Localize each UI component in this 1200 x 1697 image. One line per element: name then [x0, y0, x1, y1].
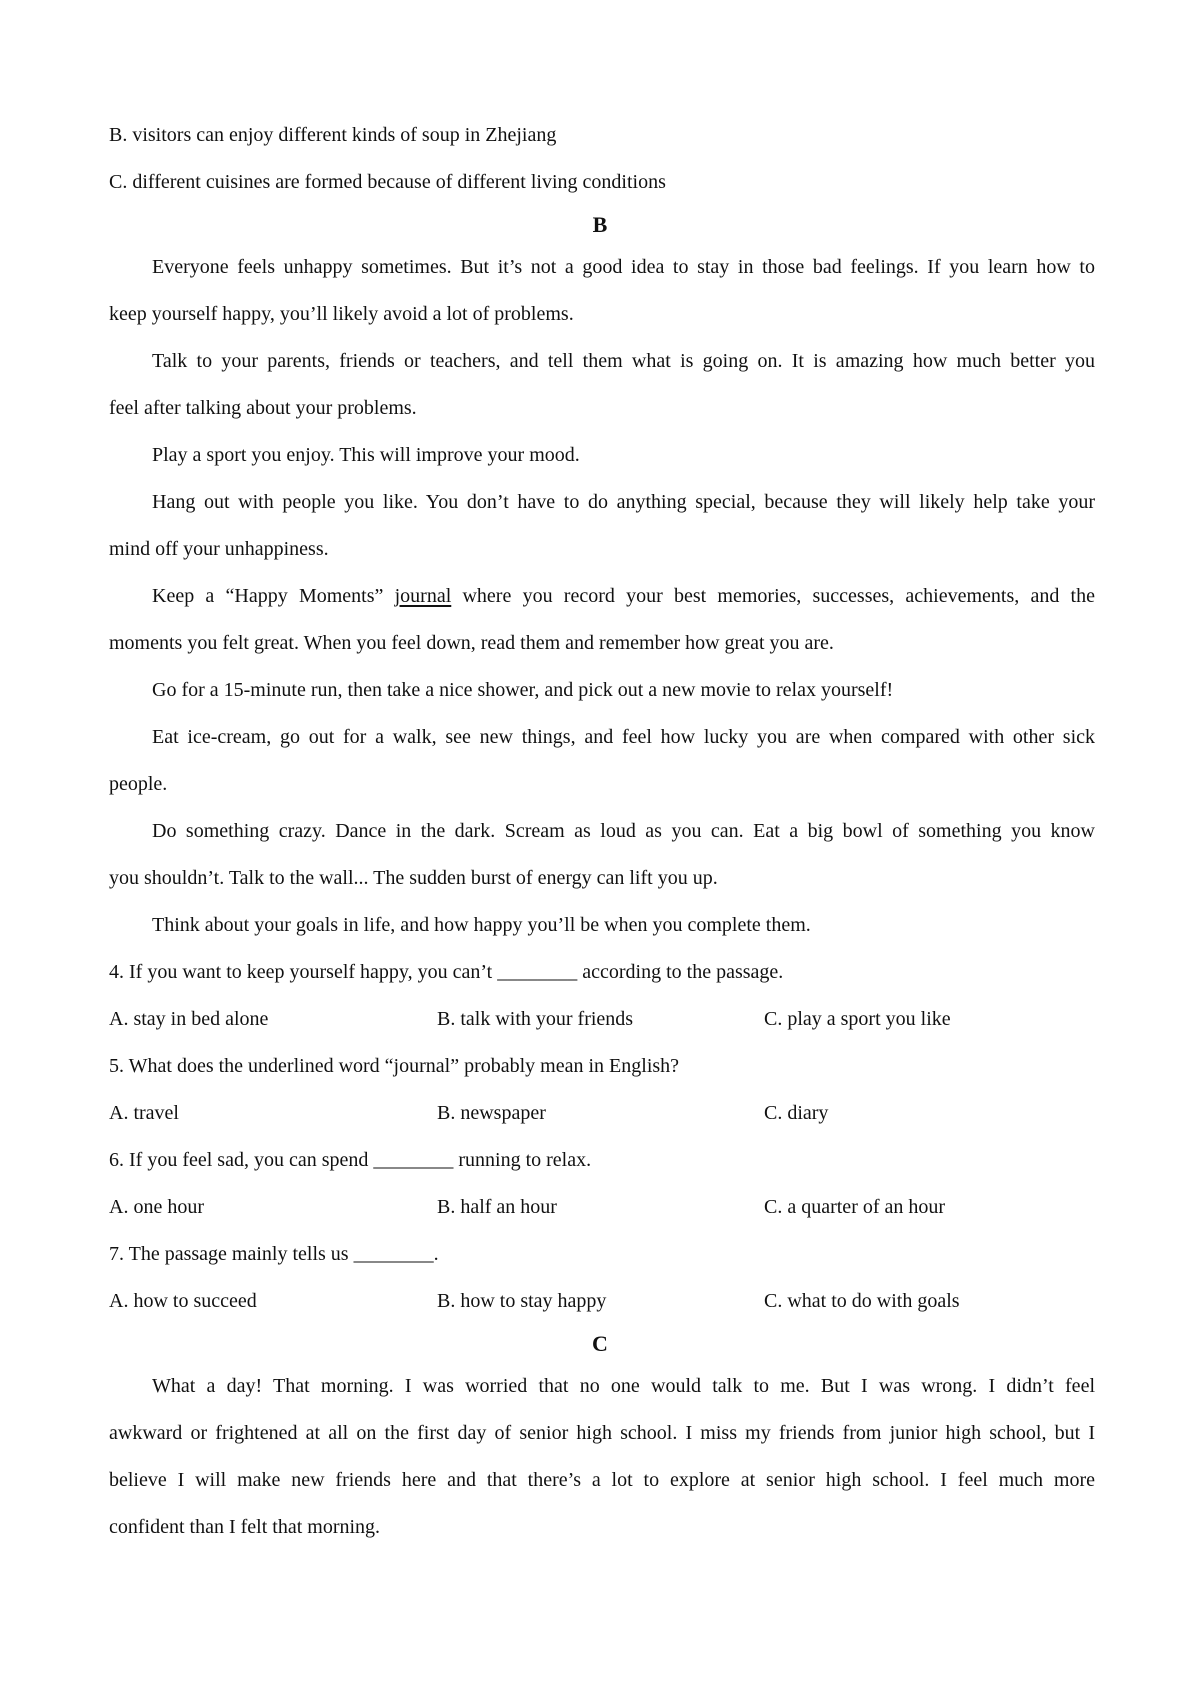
paragraph-4-line-1: Hang out with people you like. You don’t have to do anything special, because they will likely help take your	[152, 491, 1095, 513]
question-7-stem: 7. The passage mainly tells us ________.	[109, 1243, 439, 1265]
question-7-option-b: B. how to stay happy	[437, 1290, 607, 1312]
paragraph-5-text-after: where you record your best memories, successes, achievements, and the	[451, 585, 1095, 607]
section-b-heading: B	[592, 212, 608, 237]
paragraph-4-line-2: mind off your unhappiness.	[109, 538, 329, 560]
question-7-option-a: A. how to succeed	[109, 1290, 257, 1312]
paragraph-8-line-2: you shouldn’t. Talk to the wall... The sudden burst of energy can lift you up.	[109, 867, 718, 889]
question-4-stem: 4. If you want to keep yourself happy, you can’t ________ according to the passage.	[109, 961, 784, 983]
paragraph-2-line-2: feel after talking about your problems.	[109, 397, 417, 419]
paragraph-5-line-2: moments you felt great. When you feel down, read them and remember how great you are.	[109, 632, 834, 654]
paragraph-8-line-1: Do something crazy. Dance in the dark. Scream as loud as you can. Eat a big bowl of something you know	[152, 820, 1095, 842]
question-6-option-c: C. a quarter of an hour	[764, 1196, 946, 1218]
paragraph-1-line-2: keep yourself happy, you’ll likely avoid a lot of problems.	[109, 303, 574, 325]
paragraph-7-line-1: Eat ice-cream, go out for a walk, see new things, and feel how lucky you are when compared with other sick	[152, 726, 1095, 748]
question-7-option-c: C. what to do with goals	[764, 1290, 960, 1312]
prev-option-c: C. different cuisines are formed because of different living conditions	[109, 171, 666, 193]
question-6-option-b: B. half an hour	[437, 1196, 557, 1218]
question-5-option-a: A. travel	[109, 1102, 179, 1124]
question-5-stem: 5. What does the underlined word “journal” probably mean in English?	[109, 1055, 680, 1077]
paragraph-5-text-before: Keep a “Happy Moments”	[152, 585, 395, 607]
question-4-option-a: A. stay in bed alone	[109, 1008, 269, 1030]
section-c-line-1: What a day! That morning. I was worried that no one would talk to me. But I was wrong. I didn’t feel	[152, 1375, 1095, 1397]
question-5-option-b: B. newspaper	[437, 1102, 546, 1124]
paragraph-6: Go for a 15-minute run, then take a nice shower, and pick out a new movie to relax yourself!	[152, 679, 894, 701]
paragraph-3: Play a sport you enjoy. This will improve your mood.	[152, 444, 580, 466]
question-4-option-b: B. talk with your friends	[437, 1008, 634, 1030]
paragraph-5-line-1	[152, 584, 1095, 608]
section-c-line-4: confident than I felt that morning.	[109, 1516, 381, 1538]
paragraph-9: Think about your goals in life, and how happy you’ll be when you complete them.	[152, 914, 811, 936]
question-4-option-c: C. play a sport you like	[764, 1008, 951, 1030]
section-c-line-2: awkward or frightened at all on the first day of senior high school. I miss my friends from junior high school, but I	[109, 1422, 1095, 1444]
question-6-stem: 6. If you feel sad, you can spend ________ running to relax.	[109, 1149, 592, 1171]
section-c-line-3: believe I will make new friends here and that there’s a lot to explore at senior high school. I feel much more	[109, 1469, 1095, 1491]
paragraph-7-line-2: people.	[109, 773, 168, 795]
underlined-word-journal: journal	[394, 585, 452, 607]
paragraph-2-line-1: Talk to your parents, friends or teachers, and tell them what is going on. It is amazing how much better you	[152, 350, 1095, 372]
question-6-option-a: A. one hour	[109, 1196, 204, 1218]
paragraph-1-line-1: Everyone feels unhappy sometimes. But it’s not a good idea to stay in those bad feelings. If you learn how to	[152, 256, 1095, 278]
prev-option-b: B. visitors can enjoy different kinds of soup in Zhejiang	[109, 124, 557, 146]
section-c-heading: C	[592, 1331, 608, 1356]
question-5-option-c: C. diary	[764, 1102, 829, 1124]
